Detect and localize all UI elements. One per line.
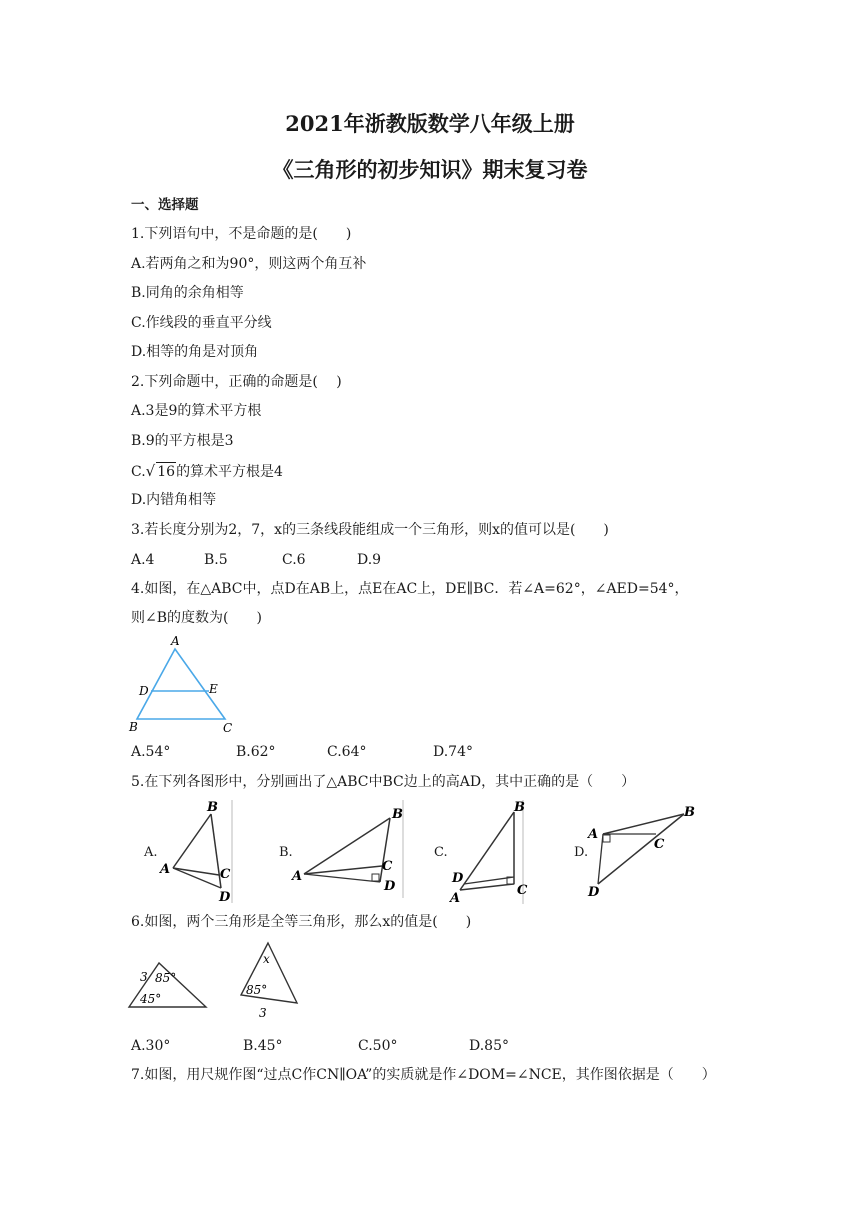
label-c: C — [223, 721, 233, 735]
fig2-side: 3 — [259, 1006, 267, 1020]
question-6-option-a: A.30° — [131, 1038, 171, 1054]
question-6-option-b: B.45° — [243, 1038, 283, 1054]
label-d: D — [384, 879, 396, 894]
question-5-option-d: D. — [574, 845, 589, 860]
question-2-option-c-prefix: C. — [131, 464, 146, 480]
label-c: C — [220, 867, 231, 882]
question-6-figure-1 — [126, 955, 216, 1015]
label-b: B — [684, 805, 695, 820]
label-e: E — [209, 682, 218, 696]
question-4-stem-line-2: 则∠B的度数为( ) — [131, 610, 262, 626]
question-6-figure-2 — [235, 937, 310, 1022]
label-d: D — [452, 871, 464, 886]
page-subtitle: 《三角形的初步知识》期末复习卷 — [272, 157, 588, 182]
question-4-stem-line-1: 4.如图，在△ABC中，点D在AB上，点E在AC上，DE∥BC．若∠A=62°，∠AED=54°， — [131, 581, 689, 597]
question-3-option-c: C.6 — [282, 552, 306, 568]
label-a: A — [292, 869, 303, 884]
question-4-option-c: C.64° — [327, 744, 367, 760]
question-5-figure-c — [448, 798, 533, 906]
question-2-option-c-suffix: 的算术平方根是4 — [176, 464, 283, 480]
question-3-option-d: D.9 — [357, 552, 382, 568]
question-1-option-c: C.作线段的垂直平分线 — [131, 315, 272, 331]
section-heading: 一、选择题 — [131, 197, 199, 213]
page-title: 2021年浙教版数学八年级上册 — [285, 111, 575, 136]
question-5-option-a: A. — [144, 845, 158, 860]
question-5-figure-a — [155, 798, 240, 906]
question-1-stem: 1.下列语句中，不是命题的是( ) — [131, 226, 352, 242]
question-2-stem: 2.下列命题中，正确的命题是( ) — [131, 374, 342, 390]
label-c: C — [654, 837, 665, 852]
question-1-option-b: B.同角的余角相等 — [131, 285, 244, 301]
label-b: B — [514, 800, 525, 815]
question-2-option-d: D.内错角相等 — [131, 492, 217, 508]
question-6-option-c: C.50° — [358, 1038, 398, 1054]
question-2-option-c — [131, 462, 283, 481]
label-a: A — [171, 634, 180, 648]
label-b: B — [129, 720, 138, 734]
label-a: A — [450, 891, 461, 906]
question-2-option-b: B.9的平方根是3 — [131, 433, 234, 449]
fig2-var-x: x — [263, 952, 270, 966]
question-2-option-a: A.3是9的算术平方根 — [131, 403, 262, 419]
question-4-triangle-figure — [125, 633, 240, 738]
label-a: A — [588, 827, 599, 842]
question-3-stem: 3.若长度分别为2，7，x的三条线段能组成一个三角形，则x的值可以是( ) — [131, 522, 609, 538]
question-7-stem: 7.如图，用尺规作图“过点C作CN∥OA”的实质就是作∠DOM=∠NCE，其作图依据是（ ） — [131, 1067, 716, 1083]
label-b: B — [392, 807, 403, 822]
fig1-angle-85: 85° — [155, 971, 177, 985]
question-5-option-c: C. — [434, 845, 448, 860]
fig2-angle-85: 85° — [246, 983, 268, 997]
sqrt-icon: √ — [145, 462, 156, 480]
question-1-option-d: D.相等的角是对顶角 — [131, 344, 259, 360]
question-3-option-b: B.5 — [204, 552, 228, 568]
question-6-option-d: D.85° — [469, 1038, 509, 1054]
question-4-option-b: B.62° — [236, 744, 276, 760]
question-6-stem: 6.如图，两个三角形是全等三角形，那么x的值是( ) — [131, 914, 472, 930]
question-5-figure-b — [290, 800, 410, 900]
label-b: B — [207, 800, 218, 815]
question-5-option-b: B. — [279, 845, 293, 860]
question-1-option-a: A.若两角之和为90°，则这两个角互补 — [131, 256, 367, 272]
label-d: D — [219, 890, 231, 905]
label-c: C — [517, 883, 528, 898]
fig1-side: 3 — [140, 970, 148, 984]
question-5-figure-d — [584, 798, 709, 903]
question-4-option-a: A.54° — [131, 744, 171, 760]
label-d: D — [139, 684, 149, 698]
label-c: C — [382, 859, 393, 874]
question-2-option-c-radicand: 16 — [157, 464, 176, 480]
label-a: A — [160, 862, 171, 877]
question-5-stem: 5.在下列各图形中，分别画出了△ABC中BC边上的高AD，其中正确的是（ ） — [131, 774, 636, 790]
label-d: D — [588, 885, 600, 900]
question-3-option-a: A.4 — [131, 552, 155, 568]
question-4-option-d: D.74° — [433, 744, 473, 760]
fig1-angle-45: 45° — [140, 992, 162, 1006]
